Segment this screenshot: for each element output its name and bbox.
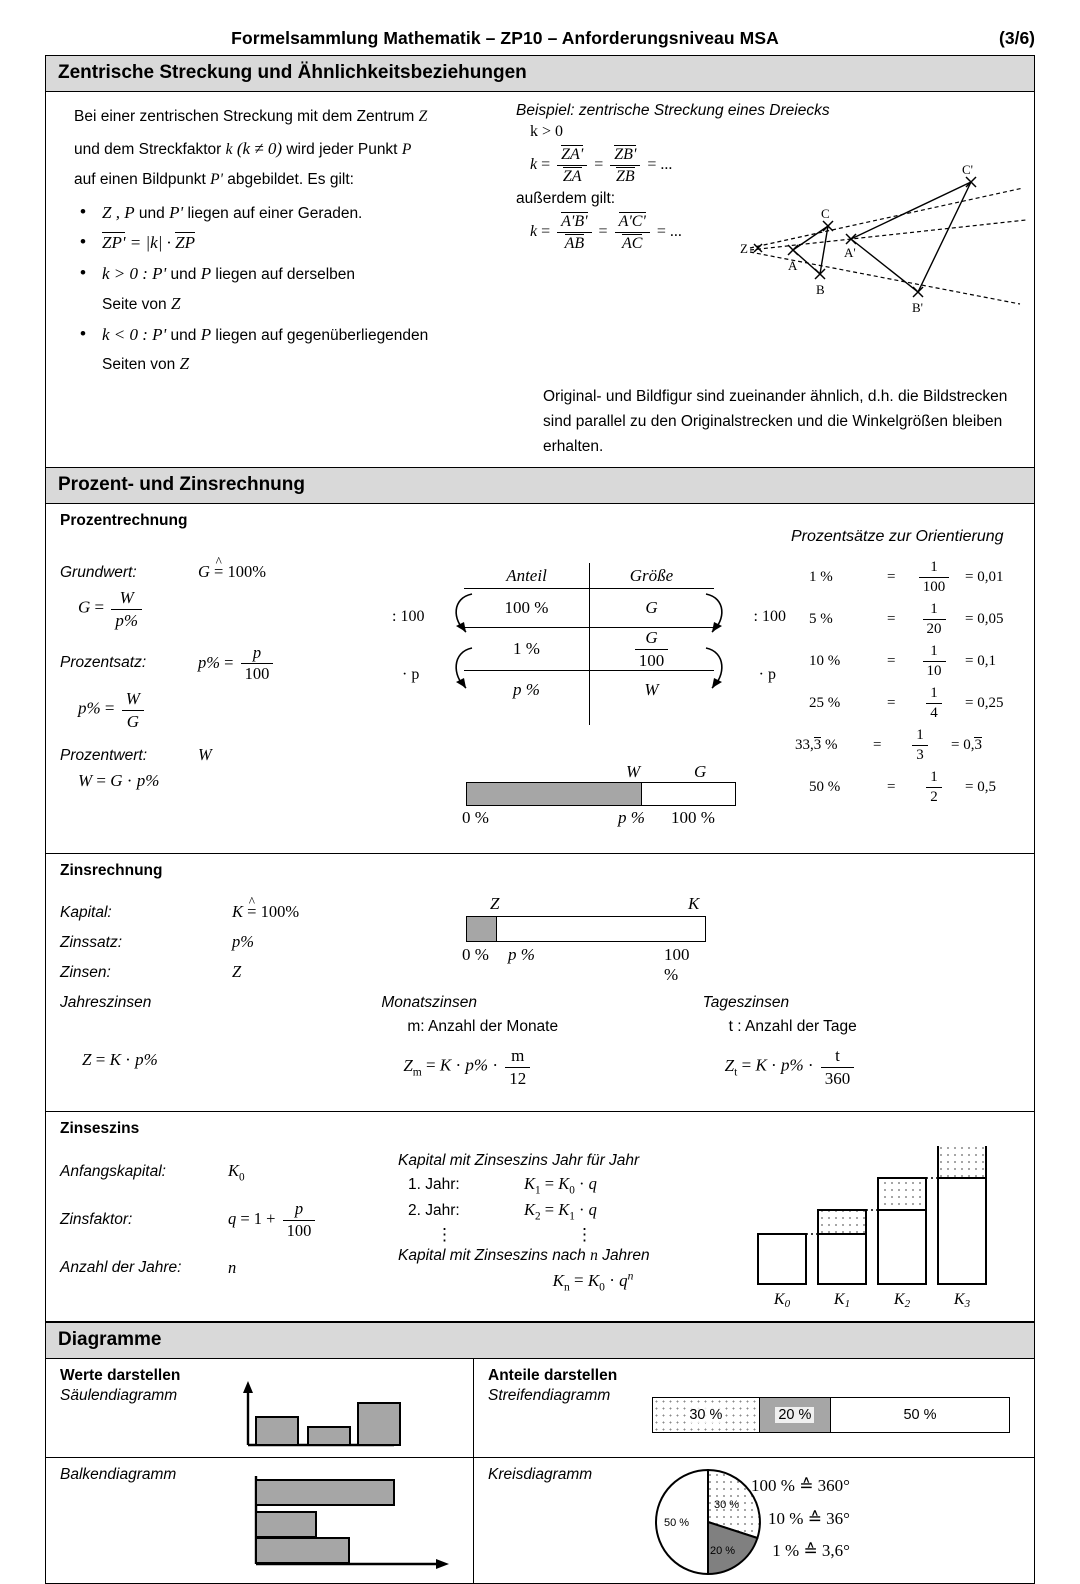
conversion-100: 100 % ≙ 360° — [751, 1476, 850, 1496]
bullet3-mid: und — [170, 266, 197, 284]
tick-0: 0 % — [462, 808, 489, 828]
kapital-label: Kapital: — [60, 904, 112, 922]
bullet3-text: liegen auf derselben — [215, 266, 356, 284]
cell-balkendiagramm — [46, 1458, 474, 1583]
table-row: 33,3 % = $\frac{1}{3}$ = 0,3 — [791, 724, 1071, 766]
tick-p: p % — [618, 808, 645, 828]
orient-pct-25: 25 % — [809, 694, 841, 711]
prozentsaetze-orientierung — [791, 528, 1071, 808]
label-a-prime: A' — [844, 245, 856, 260]
column-jahreszinsen — [60, 994, 381, 1087]
bullet1-math2: P' — [169, 202, 184, 222]
jahr-2-label: 2. Jahr: — [408, 1201, 460, 1219]
chart-label-k0: K0 — [773, 1291, 791, 1311]
bar-segment-z — [467, 917, 497, 941]
anzahl-jahre-value: n — [228, 1258, 237, 1278]
streifendiagramm — [652, 1397, 1010, 1433]
op-right-top: : 100 — [753, 608, 786, 626]
list-item — [74, 198, 516, 228]
prozentwert-value: W — [198, 744, 212, 764]
orient-den-10: 10 — [926, 662, 942, 679]
saeulendiagramm-svg — [232, 1377, 402, 1451]
example-caption: Beispiel: zentrische Streckung eines Dreiecks — [516, 102, 830, 119]
bar-k3-base — [938, 1178, 986, 1284]
zinsfaktor-value: q = 1 + $\frac{p}{100}$ — [228, 1200, 318, 1240]
zentrische-streckung-diagram — [738, 152, 1028, 327]
orient-pct-50: 50 % — [809, 778, 841, 795]
ratio2-n1: A'B' — [561, 212, 588, 230]
diagramme-row-1 — [46, 1359, 1034, 1458]
table-row — [60, 562, 390, 582]
dots-right: ⋮ — [576, 1225, 595, 1245]
table-row — [60, 1158, 370, 1186]
sheet-frame — [45, 55, 1035, 1584]
monatszinsen-caption: Monatszinsen — [381, 994, 477, 1012]
col-header-anteil: Anteil — [506, 566, 547, 586]
ratio2-n2: A'C' — [618, 212, 646, 230]
bar-segment-g — [642, 783, 735, 805]
table-row: 10 % = $\frac{1}{10}$ = 0,1 — [791, 640, 1071, 682]
orient-num-33: 1 — [912, 727, 928, 746]
anteil-groesse-table — [392, 566, 786, 708]
table-body — [464, 588, 714, 708]
ztick-p: p % — [508, 945, 535, 965]
anfangskapital-value: $K_0$ — [228, 1161, 245, 1184]
zins-definitions — [60, 902, 299, 992]
intro-line2d: wird jeder Punkt — [286, 141, 398, 159]
bar-segment-k — [497, 917, 705, 941]
balkendiagramm-svg — [244, 1468, 464, 1578]
saeule-bar-2 — [308, 1427, 350, 1445]
grundwert-label: Grundwert: — [60, 564, 137, 582]
section-band-streckung: Zentrische Streckung und Ähnlichkeitsbeziehungen — [46, 56, 1034, 92]
intro-line1: Bei einer zentrischen Streckung mit dem Zentrum — [74, 108, 415, 125]
orient-num-10: 1 — [923, 643, 946, 662]
intro-k-cond: (k ≠ 0) — [236, 139, 283, 159]
block-zinseszins — [46, 1112, 1034, 1322]
label-a: A — [788, 258, 798, 273]
bar-k2-growth — [878, 1178, 926, 1210]
bullet2-math: ZP' = |k| · ZP — [102, 233, 195, 253]
tageszinsen-formula: $Z_t = K \cdot p\%$ · $\frac{t}{360}$ — [725, 1046, 1024, 1087]
orient-pct-1: 1 % — [809, 568, 833, 585]
bullet4-text: liegen auf gegenüberliegenden — [215, 326, 429, 344]
prozent-bar-ticks — [462, 808, 736, 830]
op-right-bottom: · p — [758, 666, 776, 684]
cell-anteil-p: p % — [513, 679, 540, 699]
bar-k1-growth — [818, 1210, 866, 1234]
ztick-100: 100 % — [664, 945, 690, 985]
orient-dec-33: = 0,3 — [951, 736, 982, 753]
zinseszins-yearly — [398, 1152, 728, 1293]
zinsfaktor-label: Zinsfaktor: — [60, 1211, 133, 1229]
list-item — [74, 228, 516, 258]
orient-dec-50: = 0,5 — [965, 778, 996, 795]
dots-left: ⋮ — [436, 1225, 455, 1245]
kreisdiagramm-label: Kreisdiagramm — [488, 1466, 593, 1484]
table-row — [60, 1254, 370, 1282]
diagramme-row-2 — [46, 1458, 1034, 1583]
zinsen-value: Z — [232, 962, 242, 982]
prozentsatz-label: Prozentsatz: — [60, 654, 147, 672]
balken-bar-2 — [256, 1512, 316, 1537]
jahr-1-label: 1. Jahr: — [408, 1176, 460, 1194]
section-streckung — [46, 92, 1034, 468]
stripe-value-50: 50 % — [900, 1407, 939, 1423]
bullet4-math2: P — [200, 324, 212, 344]
pie-label-30: 30 % — [714, 1499, 740, 1512]
table-row — [60, 902, 299, 922]
cell-werte-darstellen — [46, 1359, 474, 1457]
streckung-bullet-list — [74, 198, 516, 380]
tick-100: 100 % — [671, 808, 715, 828]
monatszinsen-formula: $Z_m = K \cdot p\%$ · $\frac{m}{12}$ — [403, 1046, 702, 1087]
saeule-bar-3 — [358, 1403, 400, 1445]
column-tageszinsen — [703, 994, 1024, 1087]
zinssatz-value: p% — [232, 932, 254, 952]
intro-line3a: auf einen Bildpunkt — [74, 171, 206, 189]
zinseszins-bar-chart — [750, 1146, 1010, 1311]
label-z: Z — [740, 241, 748, 256]
table-row — [60, 962, 299, 982]
bullet1-mid: und — [138, 204, 165, 222]
ratio1-k: k — [530, 156, 538, 174]
conversion-10: 10 % ≙ 36° — [768, 1508, 850, 1528]
k-positive-condition: k > 0 — [530, 123, 564, 140]
ratio1-tail: = ... — [647, 156, 673, 174]
ratio1-n2: ZB' — [614, 146, 637, 163]
intro-line3c: abgebildet. Es gilt: — [227, 171, 354, 189]
triangle-svg — [738, 152, 1028, 327]
cell-groesse-w: W — [644, 679, 659, 699]
zinseszins-caption-2 — [398, 1247, 728, 1265]
table-row: 1 % = $\frac{1}{100}$ = 0,01 — [791, 556, 1071, 598]
orient-dec-5: = 0,05 — [965, 610, 1004, 627]
balkendiagramm-label: Balkendiagramm — [60, 1466, 177, 1484]
caption2-a: Kapital mit Zinseszins nach — [398, 1247, 586, 1265]
bar-segment-w — [467, 783, 642, 805]
balken-bar-1 — [256, 1480, 394, 1505]
jahreszinsen-formula: Z = K · p% — [82, 1050, 158, 1070]
bar-label-w: W — [626, 762, 641, 782]
orient-pct-10: 10 % — [809, 652, 841, 669]
column-monatszinsen — [381, 994, 702, 1087]
ratio-formula-2: k = $\frac{A'B'}{AB}$ = $\frac{A'C'}{AC}$ = ... — [530, 212, 682, 252]
vertical-dots-row — [398, 1225, 728, 1245]
zinseszins-heading: Zinseszins — [60, 1120, 140, 1138]
intro-sym-z: Z — [418, 108, 428, 125]
stripe-value-20: 20 % — [775, 1407, 814, 1423]
intro-line2a: und dem Streckfaktor — [74, 141, 222, 159]
saeulendiagramm-label: Säulendiagramm — [60, 1387, 178, 1405]
pie-label-50: 50 % — [664, 1517, 690, 1530]
orient-dec-1: = 0,01 — [965, 568, 1004, 585]
section-band-prozent-zins: Prozent- und Zinsrechnung — [46, 468, 1034, 504]
block-zinsrechnung — [46, 854, 1034, 1112]
ratio2-d2: AC — [621, 234, 643, 252]
bullet1-text: liegen auf einer Geraden. — [187, 204, 363, 222]
bullet3-math: k > 0 : P' — [102, 264, 167, 284]
ratio1-n1: ZA' — [561, 146, 584, 163]
orient-den-50: 2 — [930, 788, 938, 805]
jahr-2-formula: $K_2 = K_1 \cdot q$ — [524, 1199, 597, 1223]
zins-bar-diagram — [462, 894, 706, 985]
page-title: Formelsammlung Mathematik – ZP10 – Anforderungsniveau MSA — [231, 28, 779, 48]
orient-num-1: 1 — [919, 559, 950, 578]
label-b: B — [816, 282, 825, 297]
page-number: (3/6) — [999, 28, 1035, 48]
table-row — [60, 745, 390, 765]
ratio2-tail: = ... — [656, 222, 682, 240]
list-item — [74, 320, 516, 380]
table-row — [398, 1174, 728, 1196]
label-c-prime: C' — [962, 162, 974, 177]
orient-pct-5: 5 % — [809, 610, 833, 627]
ratio2-d1: AB — [564, 234, 585, 252]
bullet4-math: k < 0 : P' — [102, 324, 167, 344]
table-row: 5 % = $\frac{1}{20}$ = 0,05 — [791, 598, 1071, 640]
anfangskapital-label: Anfangskapital: — [60, 1163, 166, 1181]
zinseszins-chart-svg — [750, 1146, 1010, 1311]
table-row: 50 % = $\frac{1}{2}$ = 0,5 — [791, 766, 1071, 808]
op-left-bottom: · p — [402, 666, 420, 684]
prozentwert-formula: W = G · p% — [78, 770, 160, 790]
ausserdem-label: außerdem gilt: — [516, 189, 616, 207]
label-b-prime: B' — [912, 300, 924, 315]
jahreszinsen-caption: Jahreszinsen — [60, 994, 152, 1012]
left-arrows-svg — [442, 586, 484, 706]
caption2-n: n — [590, 1247, 598, 1265]
bullet4-text2: Seiten von — [102, 356, 176, 374]
bar-k3-growth — [938, 1146, 986, 1178]
tageszinsen-note: t : Anzahl der Tage — [728, 1018, 857, 1036]
zins-formula-columns — [60, 994, 1024, 1087]
bullet4-mid: und — [170, 326, 197, 344]
orientierung-caption: Prozentsätze zur Orientierung — [791, 528, 1004, 546]
bar-label-g: G — [694, 762, 707, 782]
monatszinsen-note: m: Anzahl der Monate — [407, 1018, 559, 1036]
cell-groesse-g: G — [645, 598, 658, 618]
zinsen-label: Zinsen: — [60, 964, 111, 982]
col-header-groesse: Größe — [629, 566, 674, 586]
prozent-bar-labels — [466, 762, 736, 782]
chart-label-k1: K1 — [833, 1291, 851, 1311]
orient-dec-10: = 0,1 — [965, 652, 996, 669]
right-arrows-svg — [694, 586, 736, 706]
streifendiagramm-label: Streifendiagramm — [488, 1387, 611, 1405]
orient-den-1: 100 — [922, 578, 946, 595]
bar-k0 — [758, 1234, 806, 1284]
jahr-1-formula: $K_1 = K_0 \cdot q$ — [524, 1174, 597, 1197]
ratio1-d1: ZA — [562, 167, 582, 185]
prozent-definitions — [60, 562, 390, 804]
tageszinsen-caption: Tageszinsen — [702, 994, 790, 1012]
bar-k1-base — [818, 1234, 866, 1284]
table-row — [60, 932, 299, 952]
stripe-segment-30 — [653, 1398, 760, 1432]
anteile-darstellen-heading: Anteile darstellen — [488, 1367, 618, 1385]
cell-anteil-1: 1 % — [513, 639, 540, 659]
stripe-segment-20 — [760, 1398, 831, 1432]
table-row: 25 % = $\frac{1}{4}$ = 0,25 — [791, 682, 1071, 724]
werte-darstellen-heading: Werte darstellen — [60, 1367, 181, 1385]
streckung-footnote: Original- und Bildfigur sind zueinander ähnlich, d.h. die Bildstrecken sind parallel zu den Originalstrecken und die Winkelgrößen bleiben erhalten. — [543, 388, 1008, 456]
cell-kreisdiagramm — [474, 1458, 1034, 1583]
chart-label-k2: K2 — [893, 1291, 911, 1311]
zinseszins-definitions — [60, 1158, 370, 1296]
orient-num-5: 1 — [923, 601, 946, 620]
kreis-conversions — [670, 1470, 850, 1567]
zinseszins-caption-1: Kapital mit Zinseszins Jahr für Jahr — [398, 1152, 640, 1170]
anzahl-jahre-label: Anzahl der Jahre: — [60, 1259, 182, 1277]
document-header — [45, 28, 1035, 49]
streckung-definition — [46, 100, 516, 380]
ratio-formula-1: k = $\frac{ZA'}{ZA}$ = $\frac{ZB'}{ZB}$ = ... — [530, 146, 673, 185]
conversion-1: 1 % ≙ 3,6° — [772, 1541, 850, 1561]
list-item — [74, 259, 516, 319]
zinsrechnung-heading: Zinsrechnung — [60, 862, 163, 880]
prozent-bar-diagram — [462, 762, 736, 830]
grundwert-value: G ^ = 100% — [198, 562, 266, 582]
bullet3-math2: P — [200, 264, 212, 284]
zins-bar — [466, 916, 706, 942]
block-prozentrechnung — [46, 504, 1034, 854]
saeule-bar-1 — [256, 1417, 298, 1445]
orient-num-25: 1 — [926, 685, 942, 704]
prozentrechnung-heading: Prozentrechnung — [60, 512, 188, 530]
pie-label-20: 20 % — [710, 1545, 736, 1558]
cell-anteil-100: 100 % — [504, 598, 549, 618]
balken-bar-3 — [256, 1538, 349, 1563]
ztick-0: 0 % — [462, 945, 489, 965]
orient-den-5: 20 — [926, 620, 942, 637]
bullet4-sym2: Z — [179, 354, 190, 374]
orient-dec-25: = 0,25 — [965, 694, 1004, 711]
cell-groesse-g100: $\frac{G}{100}$ — [589, 628, 714, 669]
table-divider — [589, 563, 590, 724]
grundwert-formula: G = $\frac{W}{p\%}$ — [78, 588, 390, 629]
prozent-bar — [466, 782, 736, 806]
cell-anteile-darstellen — [474, 1359, 1034, 1457]
table-row — [60, 1200, 370, 1240]
kapital-value: K ^ = 100% — [232, 902, 299, 922]
zinssatz-label: Zinssatz: — [60, 934, 123, 952]
table-row — [398, 1200, 728, 1222]
orient-den-33: 3 — [916, 746, 924, 763]
jahreszinsen-note — [86, 1018, 381, 1040]
bullet3-sym2: Z — [170, 293, 181, 313]
label-c: C — [821, 206, 830, 221]
zbar-label-k: K — [688, 894, 700, 914]
ratio2-k: k — [530, 222, 538, 240]
stripe-value-30: 30 % — [686, 1407, 725, 1423]
chart-label-k3: K3 — [953, 1291, 971, 1311]
orient-num-50: 1 — [926, 769, 942, 788]
caption2-c: Jahren — [602, 1247, 650, 1265]
zinseszins-final-formula: $K_n = K_0 \cdot q^n$ — [552, 1269, 634, 1294]
bullet1-math: Z , P — [102, 202, 135, 222]
prozentwert-label: Prozentwert: — [60, 746, 148, 764]
intro-sym-p: P — [401, 141, 412, 159]
bullet3-text2: Seite von — [102, 295, 167, 313]
prozentsatz-value: p% = $\frac{p}{100}$ — [198, 644, 276, 684]
prozentsatz-formula: p% = $\frac{W}{G}$ — [78, 689, 390, 730]
section-band-diagramme: Diagramme — [46, 1322, 1034, 1359]
op-left-top: : 100 — [392, 608, 425, 626]
orient-pct-33: 33,3 % — [795, 736, 838, 753]
ratio1-d2: ZB — [615, 167, 635, 185]
intro-sym-pprime: P' — [210, 171, 223, 189]
intro-sym-k: k — [225, 141, 233, 159]
bar-k2-base — [878, 1210, 926, 1284]
orient-den-25: 4 — [930, 704, 938, 721]
table-row — [60, 644, 390, 684]
zbar-label-z: Z — [490, 894, 500, 914]
stripe-segment-50 — [831, 1398, 1009, 1432]
